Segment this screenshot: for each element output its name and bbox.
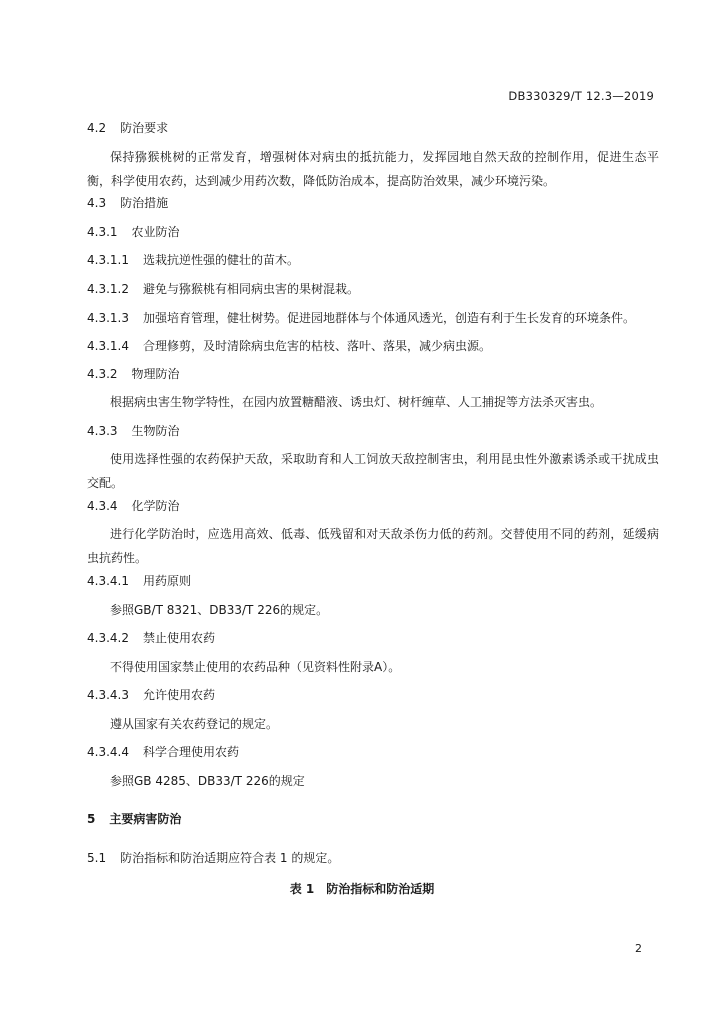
heading-4-3-4-4 bbox=[87, 745, 657, 759]
item-5-1 bbox=[87, 851, 657, 865]
paragraph-4-3-4: 进行化学防治时，应选用高效、低毒、低残留和对天敌杀伤力低的药剂。交替使用不同的药剂，延缓病虫抗药性。 bbox=[87, 527, 659, 565]
section-number: 4.3.4.4 bbox=[87, 745, 129, 759]
heading-4-3-1 bbox=[87, 225, 657, 239]
section-title: 生物防治 bbox=[131, 424, 180, 438]
item-text: 加强培育管理，健壮树势。促进园地群体与个体通风透光，创造有利于生长发育的环境条件。 bbox=[142, 311, 635, 325]
paragraph-4-2: 保持猕猴桃树的正常发育，增强树体对病虫的抵抗能力，发挥园地自然天敌的控制作用，促进生态平衡，科学使用农药，达到减少用药次数，降低防治成本，提高防治效果，减少环境污染。 bbox=[87, 150, 659, 188]
section-number: 4.3 bbox=[87, 196, 107, 210]
paragraph-4-3-4-2: 不得使用国家禁止使用的农药品种（见资料性附录A）。 bbox=[110, 660, 401, 674]
section-number: 4.3.1.3 bbox=[87, 311, 129, 325]
paragraph-4-3-4-4: 参照GB 4285、DB33/T 226的规定 bbox=[110, 774, 305, 788]
paragraph-4-3-4-1: 参照GB/T 8321、DB33/T 226的规定。 bbox=[110, 603, 329, 617]
item-text: 防治指标和防治适期应符合表 1 的规定。 bbox=[120, 851, 340, 865]
item-4-3-1-2 bbox=[87, 282, 657, 296]
item-4-3-1-3 bbox=[87, 311, 657, 325]
heading-4-3-4-2 bbox=[87, 631, 657, 645]
paragraph-4-3-3: 使用选择性强的农药保护天敌，采取助育和人工饲放天敌控制害虫，利用昆虫性外激素诱杀或干扰成虫交配。 bbox=[87, 452, 659, 490]
section-number: 4.3.4.3 bbox=[87, 688, 129, 702]
section-number: 4.3.1.2 bbox=[87, 282, 129, 296]
item-text: 选栽抗逆性强的健壮的苗木。 bbox=[142, 253, 299, 267]
document-code: DB330329/T 12.3—2019 bbox=[508, 89, 654, 103]
heading-4-3 bbox=[87, 196, 657, 210]
section-number: 5.1 bbox=[87, 851, 107, 865]
section-title: 主要病害防治 bbox=[109, 812, 182, 826]
section-title: 允许使用农药 bbox=[142, 688, 215, 702]
item-text: 避免与猕猴桃有相同病虫害的果树混栽。 bbox=[142, 282, 359, 296]
section-title: 农业防治 bbox=[131, 225, 180, 239]
section-number: 4.3.2 bbox=[87, 367, 118, 381]
section-number: 4.2 bbox=[87, 121, 107, 135]
heading-4-3-4 bbox=[87, 499, 657, 513]
section-number: 4.3.3 bbox=[87, 424, 118, 438]
section-number: 4.3.4.2 bbox=[87, 631, 129, 645]
section-title: 防治要求 bbox=[120, 121, 169, 135]
paragraph-4-3-4-3: 遵从国家有关农药登记的规定。 bbox=[110, 717, 279, 731]
section-title: 用药原则 bbox=[142, 574, 191, 588]
section-title: 物理防治 bbox=[131, 367, 180, 381]
heading-4-2 bbox=[87, 121, 657, 135]
page-number: 2 bbox=[635, 942, 642, 955]
heading-4-3-4-3 bbox=[87, 688, 657, 702]
heading-4-3-2 bbox=[87, 367, 657, 381]
heading-4-3-4-1 bbox=[87, 574, 657, 588]
section-title: 化学防治 bbox=[131, 499, 180, 513]
item-4-3-1-1 bbox=[87, 253, 657, 267]
section-number: 4.3.1.1 bbox=[87, 253, 129, 267]
heading-4-3-3 bbox=[87, 424, 657, 438]
item-4-3-1-4 bbox=[87, 339, 657, 353]
section-title: 禁止使用农药 bbox=[142, 631, 215, 645]
section-number: 5 bbox=[87, 812, 96, 826]
heading-5 bbox=[87, 812, 657, 826]
section-number: 4.3.1 bbox=[87, 225, 118, 239]
paragraph-4-3-2: 根据病虫害生物学特性，在园内放置糖醋液、诱虫灯、树杆缠草、人工捕捉等方法杀灭害虫。 bbox=[110, 395, 603, 409]
section-number: 4.3.4.1 bbox=[87, 574, 129, 588]
item-text: 合理修剪，及时清除病虫危害的枯枝、落叶、落果，减少病虫源。 bbox=[142, 339, 491, 353]
section-title: 科学合理使用农药 bbox=[142, 745, 239, 759]
section-number: 4.3.4 bbox=[87, 499, 118, 513]
table-caption: 表 1 防治指标和防治适期 bbox=[289, 882, 435, 896]
section-number: 4.3.1.4 bbox=[87, 339, 129, 353]
section-title: 防治措施 bbox=[120, 196, 169, 210]
